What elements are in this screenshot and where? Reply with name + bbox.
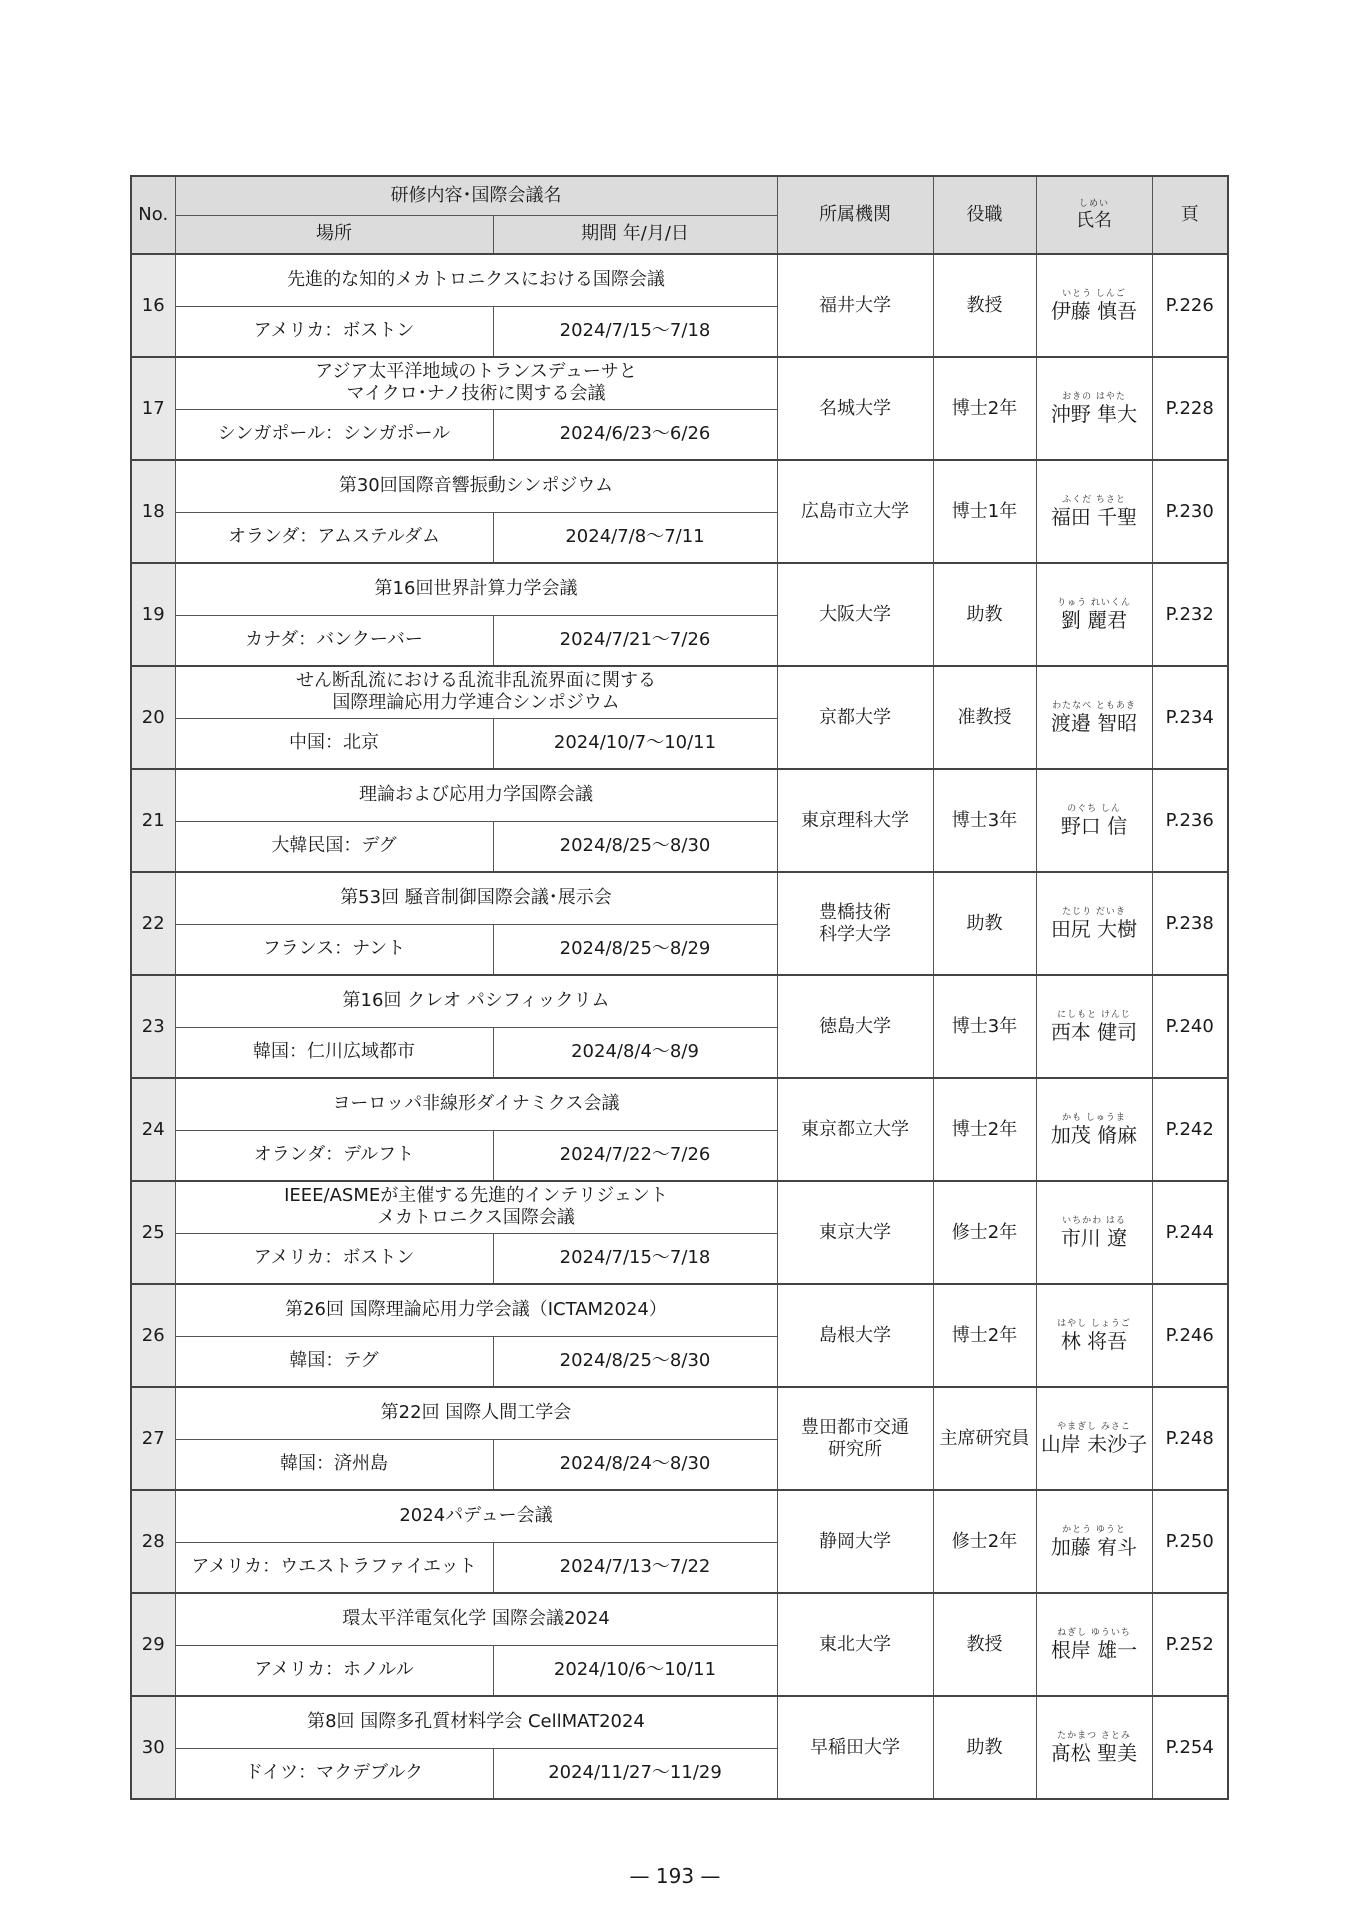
person-name: 福田 千聖 — [1050, 505, 1138, 529]
affiliation: 名城大学 — [777, 357, 933, 460]
period: 2024/8/25～8/30 — [493, 1336, 777, 1387]
position: 博士2年 — [933, 357, 1036, 460]
location: アメリカ：ウエストラファイエット — [175, 1542, 493, 1593]
course-title: アジア太平洋地域のトランスデューサと マイクロ･ナノ技術に関する会議 — [175, 357, 777, 409]
table-row — [131, 563, 1228, 615]
person-name-cell — [1036, 1078, 1152, 1181]
course-title: せん断乱流における乱流非乱流界面に関する 国際理論応用力学連合シンポジウム — [175, 666, 777, 718]
course-title: 先進的な知的メカトロニクスにおける国際会議 — [175, 254, 777, 306]
page-number: — 193 — — [629, 1864, 721, 1888]
table-row — [131, 460, 1228, 512]
period: 2024/10/6～10/11 — [493, 1645, 777, 1696]
training-table — [130, 175, 1229, 1800]
person-name: 劉 麗君 — [1060, 608, 1128, 632]
person-name-cell — [1036, 357, 1152, 460]
affiliation: 豊橋技術 科学大学 — [777, 872, 933, 975]
person-name: 髙松 聖美 — [1050, 1741, 1138, 1765]
person-name-cell — [1036, 769, 1152, 872]
course-title: 第16回世界計算力学会議 — [175, 563, 777, 615]
location: オランダ：アムステルダム — [175, 512, 493, 563]
person-name-cell — [1036, 872, 1152, 975]
header-name-label: 氏名 — [1076, 209, 1112, 231]
name-ruby: ふくだ ちさと — [1062, 495, 1126, 505]
affiliation: 早稲田大学 — [777, 1696, 933, 1799]
period: 2024/8/24～8/30 — [493, 1439, 777, 1490]
page-ref: P.234 — [1152, 666, 1228, 769]
row-number: 17 — [131, 357, 175, 460]
position: 博士2年 — [933, 1078, 1036, 1181]
person-name-cell — [1036, 1593, 1152, 1696]
course-title: 第16回 クレオ パシフィックリム — [175, 975, 777, 1027]
position: 准教授 — [933, 666, 1036, 769]
location: 中国：北京 — [175, 718, 493, 769]
person-name-cell — [1036, 563, 1152, 666]
row-number: 30 — [131, 1696, 175, 1799]
header-no: No. — [131, 176, 175, 254]
location: カナダ：バンクーバー — [175, 615, 493, 666]
location: アメリカ：ボストン — [175, 1233, 493, 1284]
name-ruby: はやし しょうご — [1057, 1319, 1131, 1329]
header-position: 役職 — [933, 176, 1036, 254]
table-row — [131, 1490, 1228, 1542]
affiliation: 福井大学 — [777, 254, 933, 357]
location: アメリカ：ボストン — [175, 306, 493, 357]
location: 韓国：済州島 — [175, 1439, 493, 1490]
period: 2024/7/15～7/18 — [493, 306, 777, 357]
row-number: 28 — [131, 1490, 175, 1593]
course-title: 第8回 国際多孔質材料学会 CellMAT2024 — [175, 1696, 777, 1748]
table-body — [131, 254, 1228, 1799]
course-title: 理論および応用力学国際会議 — [175, 769, 777, 821]
period: 2024/10/7～10/11 — [493, 718, 777, 769]
affiliation: 豊田都市交通 研究所 — [777, 1387, 933, 1490]
row-number: 22 — [131, 872, 175, 975]
course-title: ヨーロッパ非線形ダイナミクス会議 — [175, 1078, 777, 1130]
person-name: 伊藤 慎吾 — [1050, 299, 1138, 323]
position: 助教 — [933, 563, 1036, 666]
header-page: 頁 — [1152, 176, 1228, 254]
person-name: 山岸 未沙子 — [1040, 1432, 1148, 1456]
person-name-cell — [1036, 666, 1152, 769]
position: 主席研究員 — [933, 1387, 1036, 1490]
header-course-title: 研修内容･国際会議名 — [175, 176, 777, 215]
header-period: 期間 年/月/日 — [493, 215, 777, 254]
table-row — [131, 1593, 1228, 1645]
person-name: 沖野 隼大 — [1050, 402, 1138, 426]
position: 修士2年 — [933, 1490, 1036, 1593]
person-name: 西本 健司 — [1050, 1020, 1138, 1044]
name-ruby: たかまつ さとみ — [1057, 1731, 1131, 1741]
position: 助教 — [933, 872, 1036, 975]
row-number: 23 — [131, 975, 175, 1078]
period: 2024/8/25～8/29 — [493, 924, 777, 975]
page-ref: P.230 — [1152, 460, 1228, 563]
page-ref: P.250 — [1152, 1490, 1228, 1593]
header-location: 場所 — [175, 215, 493, 254]
affiliation: 東京大学 — [777, 1181, 933, 1284]
period: 2024/8/25～8/30 — [493, 821, 777, 872]
page-ref: P.242 — [1152, 1078, 1228, 1181]
row-number: 25 — [131, 1181, 175, 1284]
course-title: 第53回 騒音制御国際会議･展示会 — [175, 872, 777, 924]
table-row — [131, 357, 1228, 409]
table-row — [131, 1181, 1228, 1233]
table-row — [131, 254, 1228, 306]
period: 2024/8/4～8/9 — [493, 1027, 777, 1078]
name-ruby: かも しゅうま — [1062, 1113, 1126, 1123]
page-ref: P.244 — [1152, 1181, 1228, 1284]
course-title: 第26回 国際理論応用力学会議（ICTAM2024） — [175, 1284, 777, 1336]
name-ruby: りゅう れいくん — [1057, 598, 1131, 608]
affiliation: 大阪大学 — [777, 563, 933, 666]
table-row — [131, 769, 1228, 821]
affiliation: 島根大学 — [777, 1284, 933, 1387]
header-affiliation: 所属機関 — [777, 176, 933, 254]
course-title: 第30回国際音響振動シンポジウム — [175, 460, 777, 512]
header-name — [1036, 176, 1152, 254]
person-name-cell — [1036, 1387, 1152, 1490]
affiliation: 広島市立大学 — [777, 460, 933, 563]
person-name-cell — [1036, 975, 1152, 1078]
row-number: 19 — [131, 563, 175, 666]
person-name: 根岸 雄一 — [1050, 1638, 1138, 1662]
row-number: 26 — [131, 1284, 175, 1387]
name-ruby: いちかわ はる — [1062, 1216, 1126, 1226]
table-row — [131, 1387, 1228, 1439]
period: 2024/7/8～7/11 — [493, 512, 777, 563]
position: 博士2年 — [933, 1284, 1036, 1387]
affiliation: 京都大学 — [777, 666, 933, 769]
position: 教授 — [933, 1593, 1036, 1696]
person-name: 林 将吾 — [1060, 1329, 1128, 1353]
table-row — [131, 1078, 1228, 1130]
position: 博士3年 — [933, 769, 1036, 872]
name-ruby: かとう ゆうと — [1062, 1525, 1126, 1535]
course-title: IEEE/ASMEが主催する先進的インテリジェント メカトロニクス国際会議 — [175, 1181, 777, 1233]
name-ruby: にしもと けんじ — [1057, 1010, 1131, 1020]
page-ref: P.240 — [1152, 975, 1228, 1078]
location: シンガポール：シンガポール — [175, 409, 493, 460]
affiliation: 東京都立大学 — [777, 1078, 933, 1181]
page-ref: P.228 — [1152, 357, 1228, 460]
name-ruby: おきの はやた — [1062, 392, 1126, 402]
location: ドイツ：マクデブルク — [175, 1748, 493, 1799]
table-row — [131, 975, 1228, 1027]
page-ref: P.236 — [1152, 769, 1228, 872]
name-ruby: いとう しんご — [1062, 289, 1126, 299]
affiliation: 東京理科大学 — [777, 769, 933, 872]
period: 2024/7/15～7/18 — [493, 1233, 777, 1284]
name-ruby: やまぎし みさこ — [1057, 1422, 1131, 1432]
location: オランダ：デルフト — [175, 1130, 493, 1181]
table-row — [131, 872, 1228, 924]
table-row — [131, 1284, 1228, 1336]
row-number: 16 — [131, 254, 175, 357]
page-ref: P.232 — [1152, 563, 1228, 666]
affiliation: 徳島大学 — [777, 975, 933, 1078]
position: 博士3年 — [933, 975, 1036, 1078]
period: 2024/7/22～7/26 — [493, 1130, 777, 1181]
person-name: 加藤 宥斗 — [1050, 1535, 1138, 1559]
period: 2024/11/27～11/29 — [493, 1748, 777, 1799]
row-number: 27 — [131, 1387, 175, 1490]
person-name-cell — [1036, 1181, 1152, 1284]
person-name: 市川 遼 — [1060, 1226, 1128, 1250]
position: 修士2年 — [933, 1181, 1036, 1284]
location: アメリカ：ホノルル — [175, 1645, 493, 1696]
page-ref: P.254 — [1152, 1696, 1228, 1799]
person-name: 加茂 脩麻 — [1050, 1123, 1138, 1147]
course-title: 2024パデュー会議 — [175, 1490, 777, 1542]
affiliation: 東北大学 — [777, 1593, 933, 1696]
row-number: 18 — [131, 460, 175, 563]
person-name-cell — [1036, 1284, 1152, 1387]
person-name: 野口 信 — [1060, 814, 1128, 838]
affiliation: 静岡大学 — [777, 1490, 933, 1593]
page-ref: P.226 — [1152, 254, 1228, 357]
name-ruby: わたなべ ともあき — [1052, 701, 1136, 711]
row-number: 20 — [131, 666, 175, 769]
name-ruby: のぐち しん — [1067, 804, 1121, 814]
period: 2024/7/13～7/22 — [493, 1542, 777, 1593]
page-ref: P.248 — [1152, 1387, 1228, 1490]
person-name-cell — [1036, 254, 1152, 357]
page-ref: P.238 — [1152, 872, 1228, 975]
header-name-ruby: しめい — [1078, 198, 1109, 209]
row-number: 29 — [131, 1593, 175, 1696]
name-ruby: ねぎし ゆういち — [1057, 1628, 1131, 1638]
location: 韓国：テグ — [175, 1336, 493, 1387]
row-number: 24 — [131, 1078, 175, 1181]
period: 2024/6/23～6/26 — [493, 409, 777, 460]
person-name-cell — [1036, 460, 1152, 563]
location: フランス：ナント — [175, 924, 493, 975]
table-row — [131, 1696, 1228, 1748]
course-title: 第22回 国際人間工学会 — [175, 1387, 777, 1439]
period: 2024/7/21～7/26 — [493, 615, 777, 666]
location: 大韓民国：デグ — [175, 821, 493, 872]
location: 韓国：仁川広域都市 — [175, 1027, 493, 1078]
person-name-cell — [1036, 1696, 1152, 1799]
position: 助教 — [933, 1696, 1036, 1799]
page-ref: P.246 — [1152, 1284, 1228, 1387]
course-title: 環太平洋電気化学 国際会議2024 — [175, 1593, 777, 1645]
person-name-cell — [1036, 1490, 1152, 1593]
position: 教授 — [933, 254, 1036, 357]
name-ruby: たじり だいき — [1062, 907, 1126, 917]
table-row — [131, 666, 1228, 718]
row-number: 21 — [131, 769, 175, 872]
page-ref: P.252 — [1152, 1593, 1228, 1696]
person-name: 渡邉 智昭 — [1050, 711, 1138, 735]
person-name: 田尻 大樹 — [1050, 917, 1138, 941]
position: 博士1年 — [933, 460, 1036, 563]
